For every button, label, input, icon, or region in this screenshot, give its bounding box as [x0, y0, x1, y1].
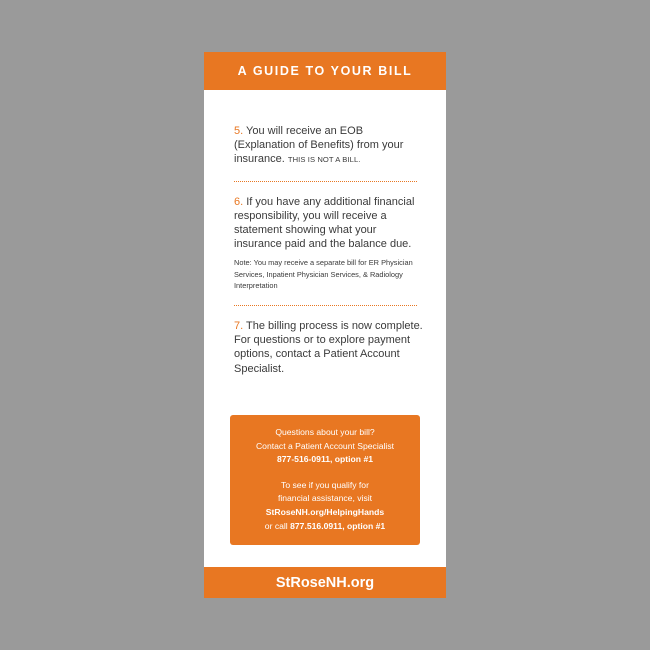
step-number: 5.: [234, 125, 244, 137]
dotted-divider: [234, 305, 417, 306]
steps-list: [234, 124, 424, 376]
alt-phone-line: [230, 520, 420, 534]
step-number: 7.: [234, 319, 244, 332]
step-7: [234, 319, 424, 376]
alt-phone[interactable]: 877.516.0911, option #1: [290, 520, 386, 531]
step-emphasis: THIS IS NOT A BILL.: [287, 155, 361, 165]
footer-banner: [204, 567, 446, 598]
step-number: 6.: [234, 195, 244, 208]
contact-instruction: Contact a Patient Account Specialist: [255, 440, 395, 451]
bill-guide-card: [204, 52, 446, 598]
guide-title: A GUIDE TO YOUR BILL: [237, 64, 413, 78]
assistance-line-2: financial assistance, visit: [277, 493, 373, 504]
contact-phone[interactable]: 877-516-0911, option #1: [276, 454, 373, 465]
contact-box: [230, 415, 420, 545]
helping-hands-link[interactable]: StRoseNH.org/HelpingHands: [265, 506, 385, 517]
step-6: [234, 195, 424, 292]
contact-question: Questions about your bill?: [275, 427, 375, 437]
step-text: You will receive an EOB (Explanation of Benefits) from your insurance.: [234, 125, 404, 166]
guide-header: [204, 52, 446, 90]
step-5: [234, 124, 424, 168]
step-note: Note: You may receive a separate bill for ER Physician Services, Inpatient Physician Services, & Radiology Interpretation: [234, 258, 413, 291]
assistance-line-1: To see if you qualify for: [281, 479, 369, 490]
step-text: If you have any additional financial responsibility, you will receive a statement showing what your insurance paid and the balance due.: [234, 195, 415, 251]
dotted-divider: [234, 181, 417, 182]
or-call-label: or call: [264, 520, 288, 531]
step-text: The billing process is now complete. For questions or to explore payment options, contact a Patient Account Specialist.: [234, 319, 423, 375]
footer-site-link[interactable]: StRoseNH.org: [275, 574, 375, 591]
